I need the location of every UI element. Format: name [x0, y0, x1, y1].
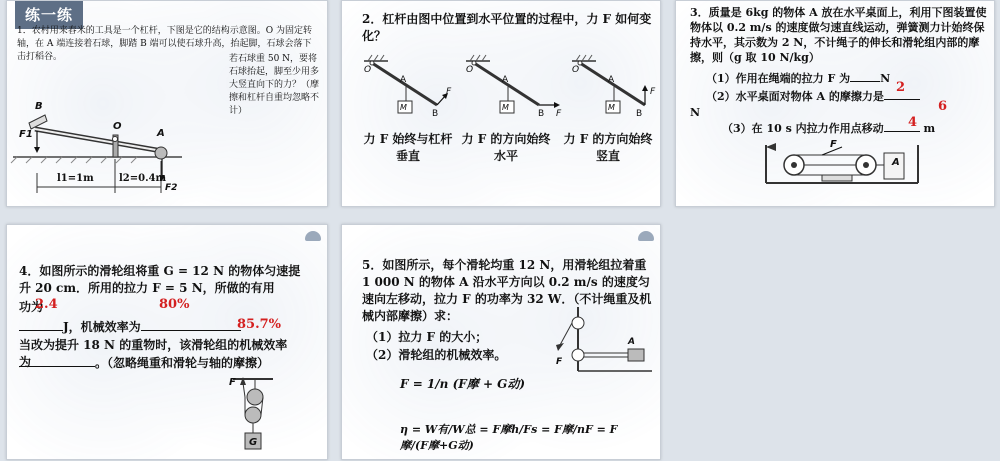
lever-figures: [342, 53, 660, 125]
problem-5-sub2: （2）滑轮组的机械效率。: [366, 348, 507, 362]
fig1-label-O: O: [364, 65, 372, 75]
fig2-label-A: A: [502, 75, 509, 85]
problem-4-line4: 当改为提升 18 N 的重物时，该滑轮组的机械效率为: [19, 338, 288, 369]
problem-3-q1: [706, 71, 986, 86]
label-A: A: [892, 157, 900, 168]
problem-1-question: 若石球重 50 N，要将石球抬起，脚至少用多大竖直向下的力？（摩擦和杠杆自重均忽略不计）: [229, 54, 320, 116]
fig3-label-A: A: [608, 75, 615, 85]
problem-4-line1: 4．如图所示的滑轮组将重 G = 12 N 的物体匀速提升 20 cm．所用的拉力 F = 5 N，所做的有用: [19, 264, 301, 295]
horizontal-pulley-diagram: [548, 305, 652, 375]
line5-text: 。（忽略绳重和滑轮与轴的摩擦）: [95, 356, 270, 370]
q3-text: （3）在 10 s 内拉力作用点移动: [722, 122, 884, 135]
problem-2-question: 2．杠杆由图中位置到水平位置的过程中，力 F 如何变化？: [362, 12, 652, 43]
label-F: F: [556, 357, 563, 367]
fig3-label-F: F: [650, 87, 656, 97]
label-G: G: [249, 437, 258, 448]
fig1-label-M: M: [400, 103, 407, 112]
fig1-label-F: F: [446, 87, 452, 97]
problem-4-line3: [19, 319, 241, 336]
problem-1-text: 1．农村用来舂米的工具是一个杠杆，下图是它的结构示意图。O 为固定转轴，在 A 端连接着石球，脚踏 B 端可以使石球升高，抬起脚，石球会落下击打稻谷。: [17, 26, 312, 62]
formula-force: F = 1/n (F摩 + G动): [400, 377, 526, 391]
line3-text: J，机械效率为: [63, 320, 141, 334]
problem-5-sub1: （1）拉力 F 的大小；: [366, 330, 488, 344]
card-problem-5: [341, 224, 661, 460]
fig3-label-O: O: [572, 65, 580, 75]
caption-perpendicular: 力 F 始终与杠杆垂直: [363, 132, 453, 163]
formula-efficiency: η = W有/W总 = F摩h/Fs = F摩/nF = F摩/(F摩+G动): [400, 423, 618, 452]
q3-answer: 4: [908, 115, 918, 130]
q1-answer: 2: [896, 80, 906, 95]
card-problem-1: [6, 0, 328, 207]
q3-unit: m: [923, 122, 936, 135]
problem-5-question: 5．如图所示，每个滑轮均重 12 N，用滑轮组拉着重 1 000 N 的物体 A 沿水平方向以 0.2 m/s 的速度匀速向左移动，拉力 F 的功率为 32 W．（不计绳重及机械内部摩擦）求：: [362, 258, 652, 323]
card-problem-2: [341, 0, 661, 207]
q2-text: （2）水平桌面对物体 A 的摩擦力是: [706, 90, 884, 103]
problem-4-line5: [19, 355, 309, 372]
fig3-label-M: M: [608, 103, 615, 112]
fig2-label-B: B: [538, 109, 545, 119]
bell-icon: [638, 231, 654, 241]
fig2-label-M: M: [502, 103, 509, 112]
q1-text: （1）作用在绳端的拉力 F 为: [706, 72, 851, 85]
problem-3-q3: [722, 121, 982, 136]
card-problem-3: [675, 0, 995, 207]
caption-horizontal: 力 F 的方向始终水平: [461, 132, 551, 163]
label-A: A: [628, 337, 635, 347]
label-F2: F2: [165, 183, 178, 193]
fig1-label-A: A: [400, 75, 407, 85]
label-B: B: [35, 101, 43, 112]
fig3-label-B: B: [636, 109, 643, 119]
q1-unit: N: [880, 72, 891, 85]
q2-unit: N: [690, 106, 701, 119]
label-l2: l2=0.4m: [119, 173, 167, 184]
q2-answer: 6: [938, 99, 948, 114]
line2-start: 功为: [19, 300, 44, 314]
problem-3-question: 3．质量是 6kg 的物体 A 放在水平桌面上，利用下图装置使物体以 0.2 m/s 的速度做匀速直线运动，弹簧测力计始终保持水平，其示数为 2 N，不计绳子的伸长和滑轮组内部的摩擦，则（g 取 10 N/kg）: [690, 6, 987, 64]
fig1-label-B: B: [432, 109, 439, 119]
fig2-label-F: F: [556, 109, 562, 119]
answer-efficiency-2: 85.7%: [237, 317, 282, 332]
answer-efficiency: 80%: [159, 297, 190, 312]
label-F1: F1: [19, 129, 33, 140]
answer-useful-work: 2.4: [35, 297, 58, 312]
practice-tag: 练一练: [15, 1, 83, 29]
label-l1: l1=1m: [57, 173, 94, 184]
caption-vertical: 力 F 的方向始终竖直: [563, 132, 653, 163]
fig2-label-O: O: [466, 65, 474, 75]
label-O: O: [113, 121, 122, 132]
label-F: F: [830, 139, 837, 150]
label-A: A: [157, 128, 165, 139]
card-problem-4: [6, 224, 328, 460]
bell-icon: [305, 231, 321, 241]
label-F: F: [229, 377, 236, 388]
